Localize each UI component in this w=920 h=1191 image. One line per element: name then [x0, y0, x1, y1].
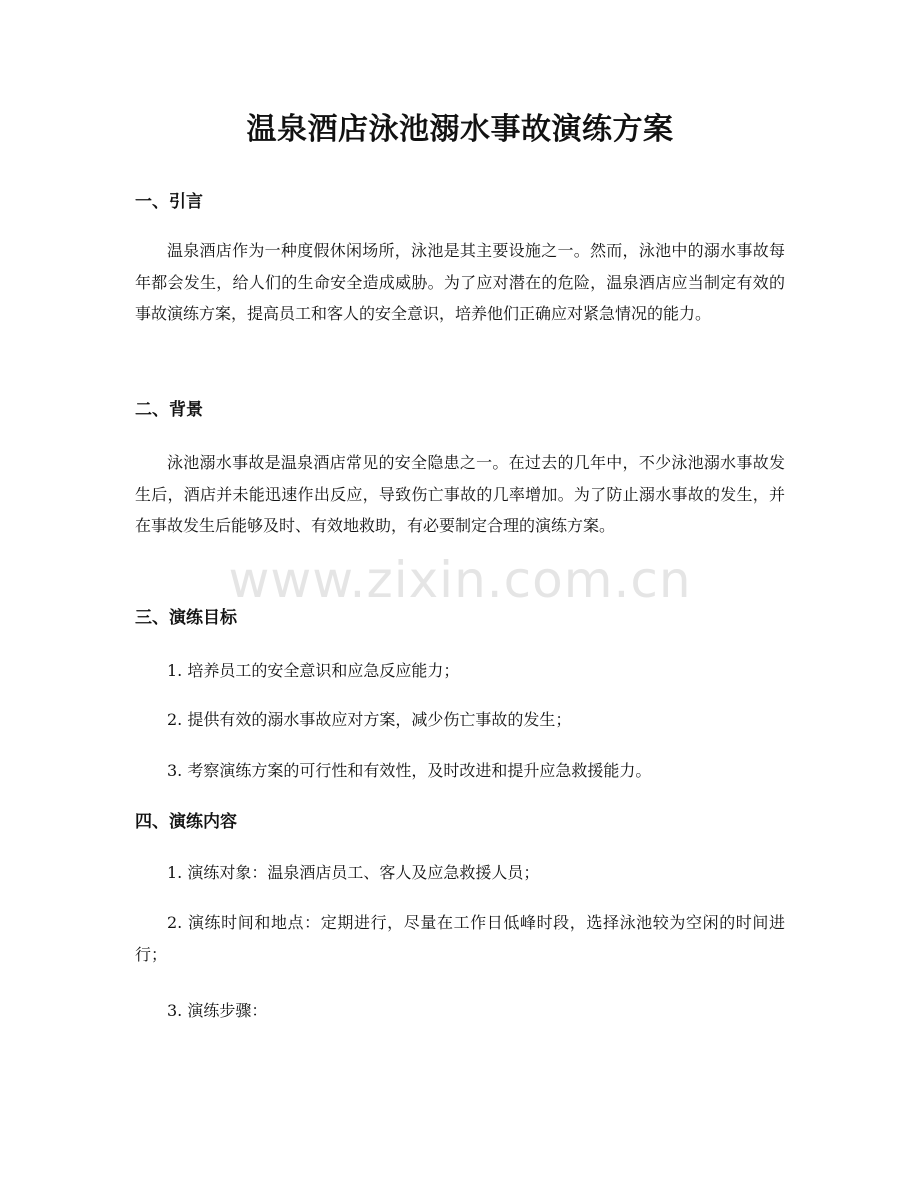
section-heading-background: 二、背景 — [135, 400, 203, 420]
section-paragraph-background: 泳池溺水事故是温泉酒店常见的安全隐患之一。在过去的几年中，不少泳池溺水事故发生后，酒店并未能迅速作出反应，导致伤亡事故的几率增加。为了防止溺水事故的发生，并在事故发生后能够及时、有效地救助，有必要制定合理的演练方案。 — [135, 453, 785, 535]
watermark: www.zixin.com.cn — [228, 551, 692, 609]
list-item-content-1: 1. 演练对象：温泉酒店员工、客人及应急救援人员； — [167, 863, 540, 882]
list-item-goal-1: 1. 培养员工的安全意识和应急反应能力； — [167, 661, 460, 680]
list-item-content-2: 2. 演练时间和地点：定期进行，尽量在工作日低峰时段，选择泳池较为空闲的时间进行； — [135, 913, 785, 964]
list-item-content-3: 3. 演练步骤： — [167, 1001, 268, 1020]
section-paragraph-introduction: 温泉酒店作为一种度假休闲场所，泳池是其主要设施之一。然而，泳池中的溺水事故每年都会发生，给人们的生命安全造成威胁。为了应对潜在的危险，温泉酒店应当制定有效的事故演练方案，提高员工和客人的安全意识，培养他们正确应对紧急情况的能力。 — [135, 241, 785, 323]
list-item-goal-2: 2. 提供有效的溺水事故应对方案，减少伤亡事故的发生； — [167, 710, 572, 729]
section-heading-content: 四、演练内容 — [135, 812, 237, 832]
section-heading-introduction: 一、引言 — [135, 192, 203, 212]
section-heading-goals: 三、演练目标 — [135, 608, 237, 628]
document-title: 温泉酒店泳池溺水事故演练方案 — [246, 112, 674, 147]
list-item-goal-3: 3. 考察演练方案的可行性和有效性，及时改进和提升应急救援能力。 — [167, 761, 652, 780]
